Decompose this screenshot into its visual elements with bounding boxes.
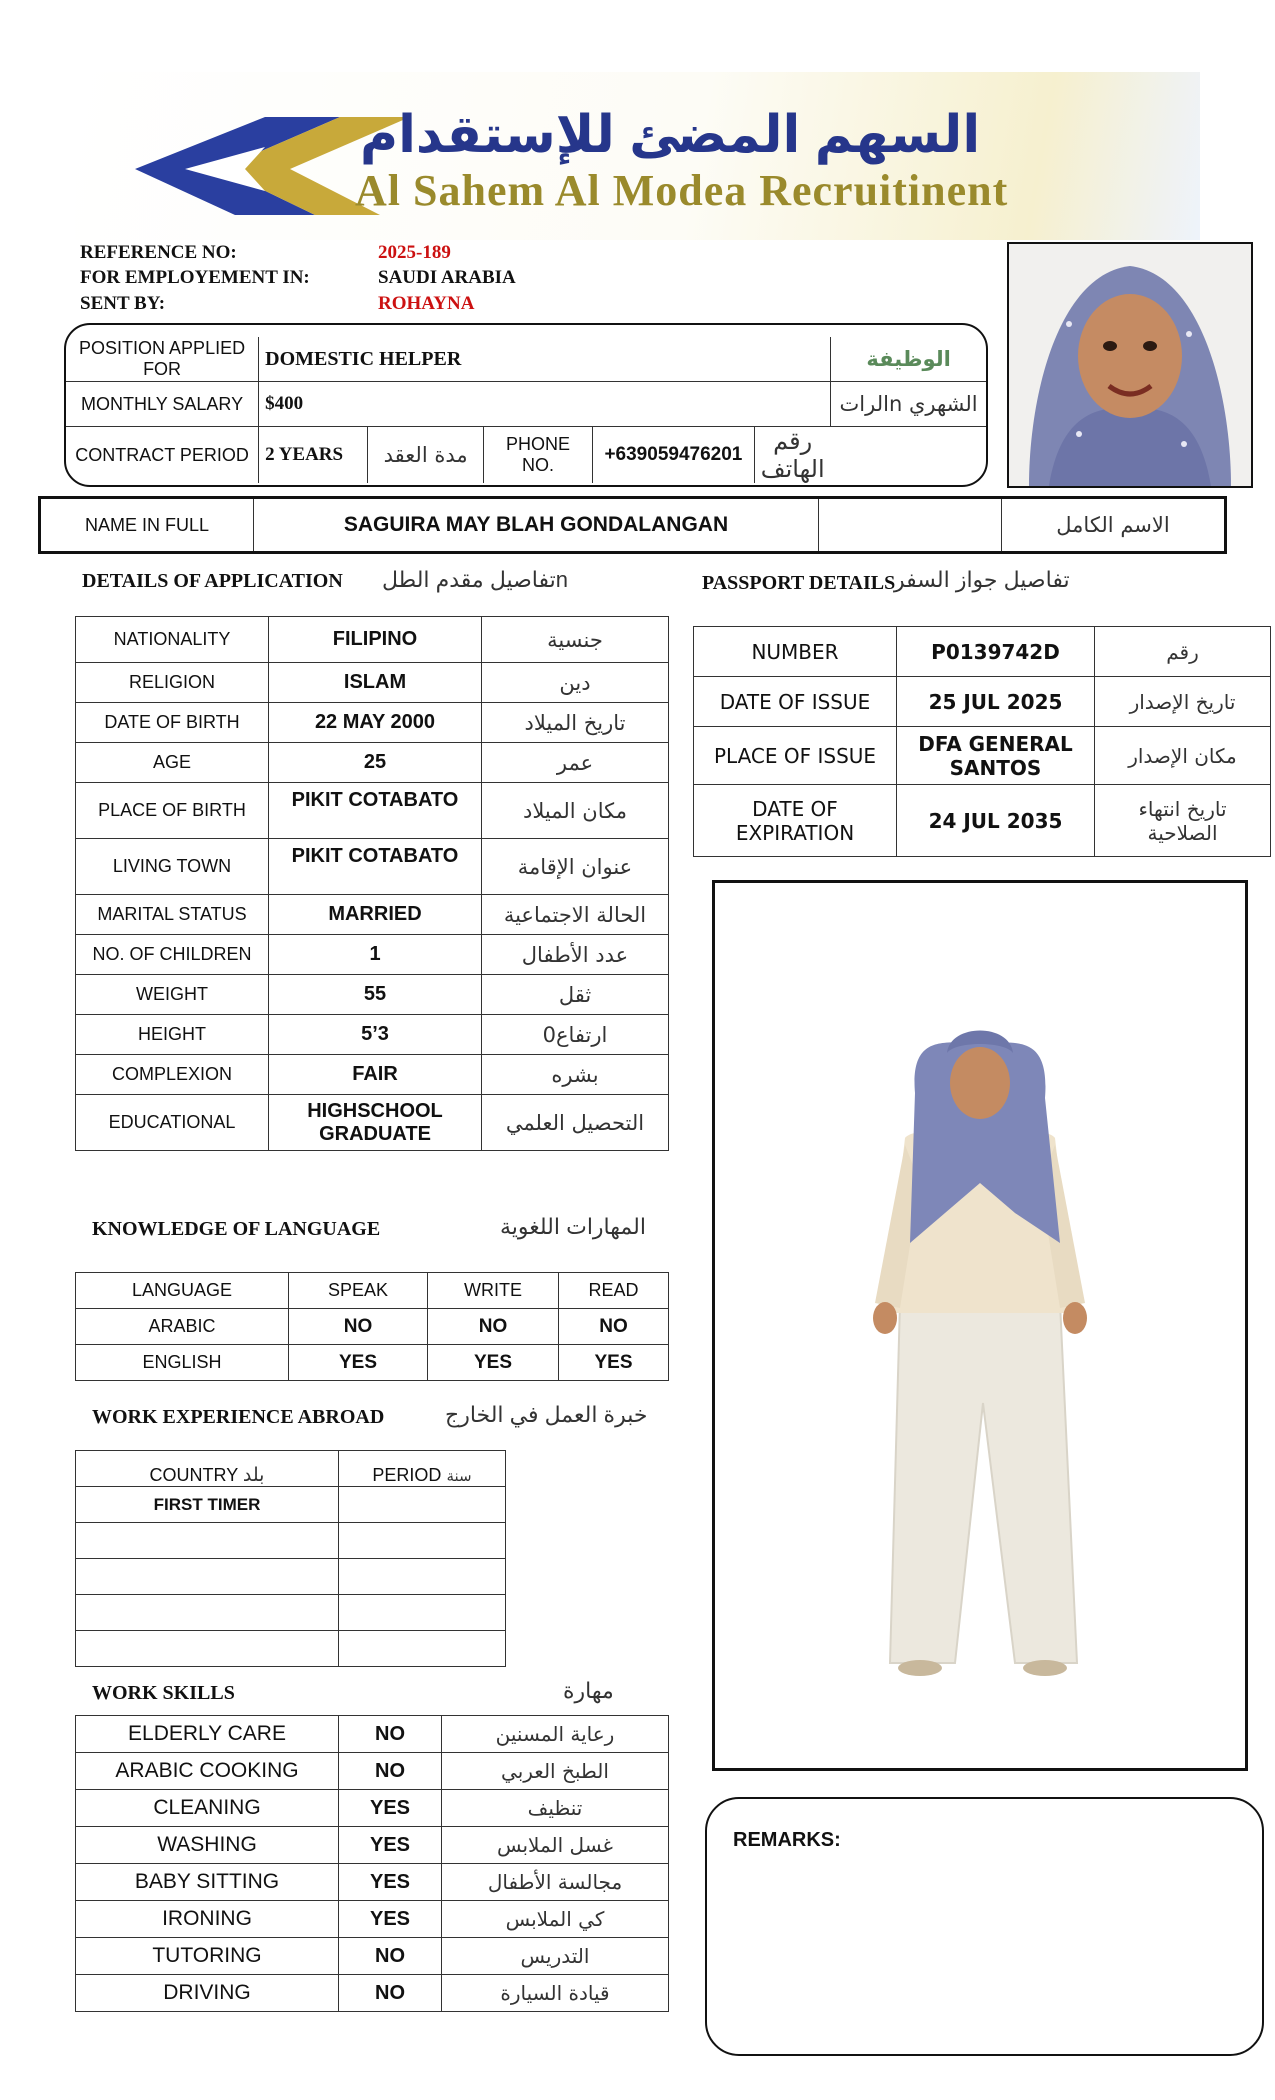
exp-row-period — [339, 1559, 506, 1595]
lang-row-read: NO — [559, 1309, 669, 1345]
application-field-arabic: مكان الميلاد — [482, 783, 669, 839]
exp-row-country: FIRST TIMER — [76, 1487, 339, 1523]
application-row — [76, 1095, 669, 1151]
lang-header-language: LANGUAGE — [76, 1273, 289, 1309]
application-field-value: PIKIT COTABATO — [269, 783, 482, 839]
lang-row-speak: NO — [289, 1309, 428, 1345]
exp-header-period — [339, 1451, 506, 1487]
skill-row — [76, 1864, 669, 1901]
skill-arabic: تنظيف — [442, 1790, 669, 1827]
application-field-label: DATE OF BIRTH — [76, 703, 269, 743]
skill-row — [76, 1827, 669, 1864]
lang-row-language: ENGLISH — [76, 1345, 289, 1381]
skill-name: WASHING — [76, 1827, 339, 1864]
exp-row-period — [339, 1595, 506, 1631]
skills-title-arabic: مهارة — [563, 1678, 614, 1703]
skill-row — [76, 1753, 669, 1790]
exp-row-period — [339, 1631, 506, 1667]
skill-arabic: كي الملابس — [442, 1901, 669, 1938]
phone-label: PHONE NO. — [484, 427, 593, 484]
passport-field-label: NUMBER — [694, 627, 897, 677]
name-arabic: الاسم الكامل — [1002, 499, 1225, 551]
skill-name: ARABIC COOKING — [76, 1753, 339, 1790]
passport-row — [694, 727, 1271, 785]
skill-name: DRIVING — [76, 1975, 339, 2012]
exp-row-period — [339, 1523, 506, 1559]
application-title: DETAILS OF APPLICATION — [82, 570, 343, 592]
passport-table — [693, 626, 1271, 857]
experience-table — [75, 1450, 506, 1667]
application-field-label: LIVING TOWN — [76, 839, 269, 895]
skill-value: YES — [339, 1827, 442, 1864]
application-row — [76, 663, 669, 703]
lang-header-read: READ — [559, 1273, 669, 1309]
position-arabic: الوظيفة — [831, 337, 986, 382]
lang-row-speak: YES — [289, 1345, 428, 1381]
position-table — [66, 337, 986, 483]
skill-value: NO — [339, 1975, 442, 2012]
skill-row — [76, 1975, 669, 2012]
skills-title: WORK SKILLS — [92, 1682, 235, 1704]
contract-arabic: مدة العقد — [368, 427, 484, 484]
application-field-arabic: دين — [482, 663, 669, 703]
exp-header-period-text: PERIOD — [372, 1465, 442, 1485]
application-field-label: EDUCATIONAL — [76, 1095, 269, 1151]
language-title: KNOWLEDGE OF LANGUAGE — [92, 1218, 381, 1240]
name-label: NAME IN FULL — [41, 499, 254, 551]
experience-title-arabic: خبرة العمل في الخارج — [445, 1402, 648, 1427]
application-field-label: COMPLEXION — [76, 1055, 269, 1095]
application-row — [76, 703, 669, 743]
passport-field-value: 24 JUL 2035 — [897, 785, 1095, 857]
skill-value: NO — [339, 1716, 442, 1753]
experience-title: WORK EXPERIENCE ABROAD — [92, 1406, 385, 1428]
application-field-value: PIKIT COTABATO — [269, 839, 482, 895]
skill-arabic: غسل الملابس — [442, 1827, 669, 1864]
application-title-arabic: تفاصيل مقدم الطلn — [382, 567, 569, 592]
exp-row-country — [76, 1631, 339, 1667]
skill-arabic: قيادة السيارة — [442, 1975, 669, 2012]
application-row — [76, 895, 669, 935]
passport-field-value: DFA GENERAL SANTOS — [897, 727, 1095, 785]
name-panel — [38, 496, 1227, 554]
application-field-label: MARITAL STATUS — [76, 895, 269, 935]
skill-name: ELDERLY CARE — [76, 1716, 339, 1753]
exp-header-country-text: COUNTRY — [149, 1465, 238, 1485]
application-field-arabic: عدد الأطفال — [482, 935, 669, 975]
phone-value: +639059476201 — [593, 427, 755, 484]
passport-row — [694, 677, 1271, 727]
skill-arabic: التدريس — [442, 1938, 669, 1975]
exp-header-period-arabic: سنة — [446, 1467, 472, 1485]
application-field-value: HIGHSCHOOL GRADUATE — [269, 1095, 482, 1151]
lang-row-read: YES — [559, 1345, 669, 1381]
application-row — [76, 839, 669, 895]
application-row — [76, 743, 669, 783]
skill-name: IRONING — [76, 1901, 339, 1938]
application-row — [76, 935, 669, 975]
application-field-label: RELIGION — [76, 663, 269, 703]
company-name-english: Al Sahem Al Modea Recruitinent — [355, 166, 1009, 215]
application-field-value: 25 — [269, 743, 482, 783]
skill-name: BABY SITTING — [76, 1864, 339, 1901]
application-field-arabic: جنسية — [482, 617, 669, 663]
application-field-value: MARRIED — [269, 895, 482, 935]
phone-arabic: رقم الهاتف — [754, 427, 830, 484]
application-field-arabic: ارتفاع0 — [482, 1015, 669, 1055]
skill-value: YES — [339, 1790, 442, 1827]
full-body-photo — [712, 880, 1248, 1771]
lang-header-write: WRITE — [428, 1273, 559, 1309]
salary-label: MONTHLY SALARY — [66, 382, 259, 427]
position-panel — [64, 323, 988, 487]
application-row — [76, 1015, 669, 1055]
application-field-label: NO. OF CHILDREN — [76, 935, 269, 975]
full-name-value: SAGUIRA MAY BLAH GONDALANGAN — [254, 499, 819, 551]
skill-row — [76, 1901, 669, 1938]
application-field-label: PLACE OF BIRTH — [76, 783, 269, 839]
skill-arabic: رعاية المسنين — [442, 1716, 669, 1753]
application-field-arabic: التحصيل العلمي — [482, 1095, 669, 1151]
application-field-arabic: عنوان الإقامة — [482, 839, 669, 895]
skill-row — [76, 1790, 669, 1827]
applicant-full-body-icon — [715, 883, 1245, 1768]
contract-label: CONTRACT PERIOD — [66, 427, 259, 484]
application-field-label: HEIGHT — [76, 1015, 269, 1055]
passport-row — [694, 785, 1271, 857]
application-field-arabic: عمر — [482, 743, 669, 783]
application-field-arabic: بشره — [482, 1055, 669, 1095]
employment-label: FOR EMPLOYEMENT IN: — [80, 267, 310, 288]
sent-by-label: SENT BY: — [80, 293, 166, 314]
remarks-label: REMARKS: — [733, 1829, 841, 1851]
lang-row-write: NO — [428, 1309, 559, 1345]
exp-header-country — [76, 1451, 339, 1487]
lang-row-language: ARABIC — [76, 1309, 289, 1345]
exp-row-country — [76, 1559, 339, 1595]
skill-value: YES — [339, 1864, 442, 1901]
lang-row-write: YES — [428, 1345, 559, 1381]
application-row — [76, 975, 669, 1015]
skill-row — [76, 1938, 669, 1975]
reference-label: REFERENCE NO: — [80, 242, 237, 263]
application-field-value: ISLAM — [269, 663, 482, 703]
passport-field-arabic: تاريخ انتهاء الصلاحية — [1095, 785, 1271, 857]
passport-field-arabic: رقم — [1095, 627, 1271, 677]
exp-row-country — [76, 1523, 339, 1559]
applicant-portrait-icon — [1009, 244, 1251, 486]
language-table — [75, 1272, 669, 1381]
salary-arabic: الراتn الشهري — [831, 382, 986, 427]
skill-name: TUTORING — [76, 1938, 339, 1975]
application-field-label: AGE — [76, 743, 269, 783]
passport-title-arabic: تفاصيل جواز السفر — [894, 567, 1070, 592]
application-row — [76, 783, 669, 839]
sent-by-value: ROHAYNA — [378, 293, 475, 314]
application-field-value: FILIPINO — [269, 617, 482, 663]
application-field-value: 22 MAY 2000 — [269, 703, 482, 743]
company-name-arabic: السهم المضئ للإستقدام — [360, 106, 981, 164]
application-field-value: 55 — [269, 975, 482, 1015]
language-title-arabic: المهارات اللغوية — [500, 1214, 646, 1239]
skill-name: CLEANING — [76, 1790, 339, 1827]
employment-value: SAUDI ARABIA — [378, 267, 516, 288]
application-field-label: WEIGHT — [76, 975, 269, 1015]
portrait-photo — [1007, 242, 1253, 488]
application-field-arabic: تاريخ الميلاد — [482, 703, 669, 743]
skill-value: NO — [339, 1938, 442, 1975]
skills-table — [75, 1715, 669, 2012]
application-row — [76, 617, 669, 663]
skill-row — [76, 1716, 669, 1753]
name-table — [41, 499, 1224, 551]
application-row — [76, 1055, 669, 1095]
reference-value: 2025-189 — [378, 242, 451, 263]
passport-field-value: P0139742D — [897, 627, 1095, 677]
application-table — [75, 616, 669, 1151]
application-field-arabic: الحالة الاجتماعية — [482, 895, 669, 935]
salary-value: $400 — [259, 382, 831, 427]
passport-field-label: DATE OF ISSUE — [694, 677, 897, 727]
passport-field-arabic: تاريخ الإصدار — [1095, 677, 1271, 727]
passport-field-label: DATE OF EXPIRATION — [694, 785, 897, 857]
skill-arabic: الطبخ العربي — [442, 1753, 669, 1790]
position-value: DOMESTIC HELPER — [259, 337, 831, 382]
passport-field-arabic: مكان الإصدار — [1095, 727, 1271, 785]
passport-field-value: 25 JUL 2025 — [897, 677, 1095, 727]
passport-field-label: PLACE OF ISSUE — [694, 727, 897, 785]
passport-title: PASSPORT DETAILS — [702, 572, 896, 594]
skill-value: YES — [339, 1901, 442, 1938]
position-label: POSITION APPLIED FOR — [66, 337, 259, 382]
application-field-value: 1 — [269, 935, 482, 975]
application-field-arabic: ثقل — [482, 975, 669, 1015]
skill-arabic: مجالسة الأطفال — [442, 1864, 669, 1901]
exp-row-country — [76, 1595, 339, 1631]
application-field-value: 5’3 — [269, 1015, 482, 1055]
application-field-value: FAIR — [269, 1055, 482, 1095]
contract-value: 2 YEARS — [259, 427, 368, 484]
passport-row — [694, 627, 1271, 677]
name-empty-cell — [819, 499, 1002, 551]
skill-value: NO — [339, 1753, 442, 1790]
remarks-box[interactable] — [705, 1797, 1264, 2056]
exp-row-period — [339, 1487, 506, 1523]
application-field-label: NATIONALITY — [76, 617, 269, 663]
lang-header-speak: SPEAK — [289, 1273, 428, 1309]
exp-header-country-arabic: بلد — [242, 1464, 265, 1486]
